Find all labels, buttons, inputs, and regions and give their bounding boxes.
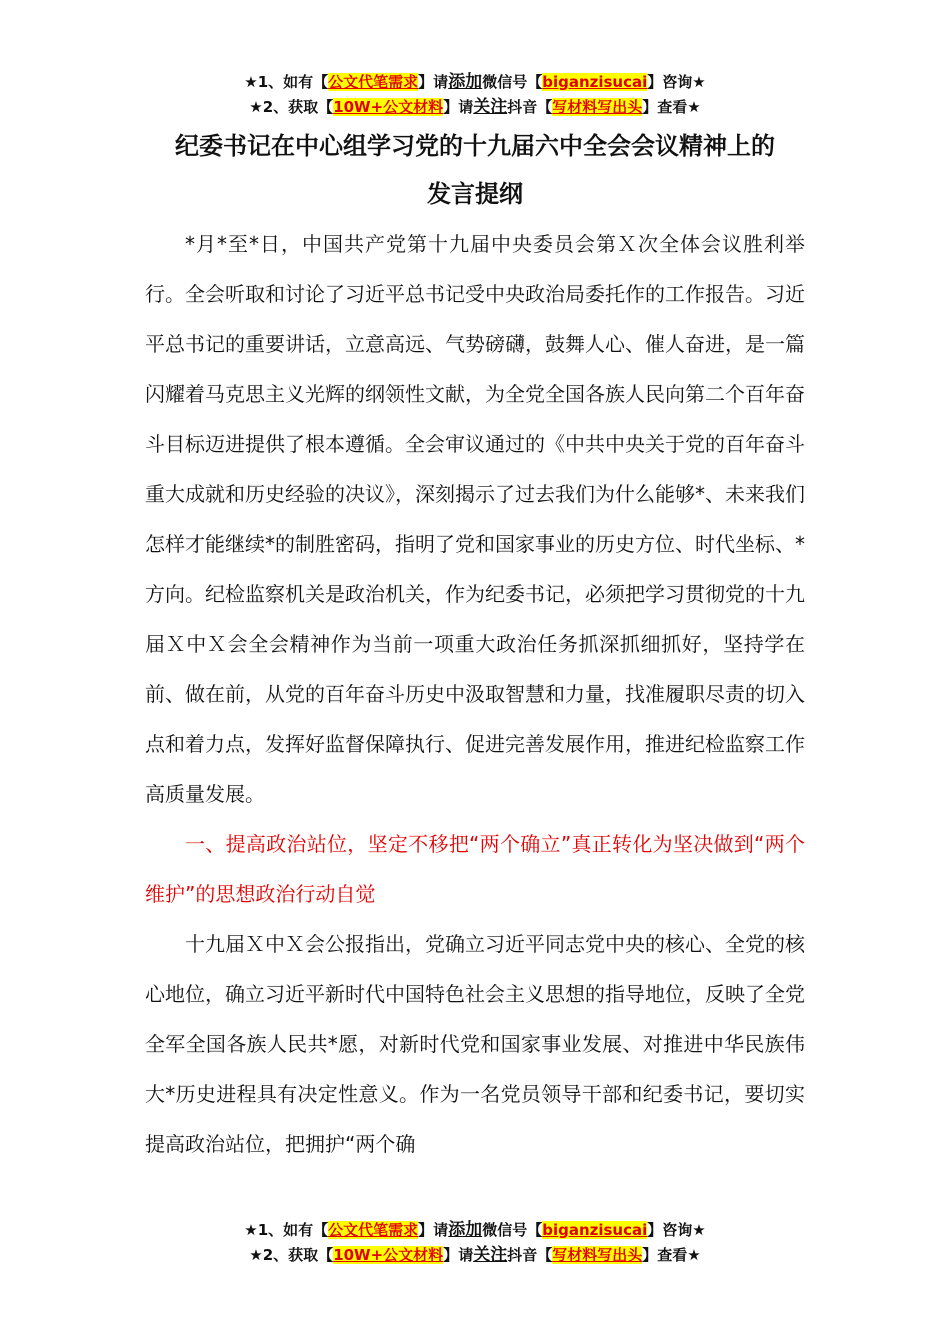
body-paragraph-2: 十九届Ｘ中Ｘ会公报指出，党确立习近平同志党中央的核心、全党的核心地位，确立习近平新时代中国特色社会主义思想的指导地位，反映了全党全军全国各族人民共*愿，对新时代党和国家事业发展、对推进中华民族伟大*历史进程具有决定性意义。作为一名党员领导干部和纪委书记，要切实提高政治站位，把拥护“两个确 xyxy=(145,932,805,1156)
title-line-2: 发言提纲 xyxy=(427,180,523,208)
banner-line-2: ★2、获取【10W+公文材料】请关注抖音【写材料写出头】查看★ xyxy=(249,1245,701,1265)
banner-highlight-materials: 10W+公文材料 xyxy=(333,1246,444,1264)
banner-highlight-service: 公文代笔需求 xyxy=(328,1221,419,1239)
banner-line-1: ★1、如有【公文代笔需求】请添加微信号【biganzisucai】咨询★ xyxy=(244,72,706,92)
banner-line-2: ★2、获取【10W+公文材料】请关注抖音【写材料写出头】查看★ xyxy=(249,97,701,117)
body-paragraph-1: *月*至*日，中国共产党第十九届中央委员会第Ｘ次全体会议胜利举行。全会听取和讨论了习近平总书记受中央政治局委托作的工作报告。习近平总书记的重要讲话，立意高远、气势磅礴，鼓舞人心、催人奋进，是一篇闪耀着马克思主义光辉的纲领性文献，为全党全国各族人民向第二个百年奋斗目标迈进提供了根本遵循。全会审议通过的《中共中央关于党的百年奋斗重大成就和历史经验的决议》，深刻揭示了过去我们为什么能够*、未来我们怎样才能继续*的制胜密码，指明了党和国家事业的历史方位、时代坐标、*方向。纪检监察机关是政治机关，作为纪委书记，必须把学习贯彻党的十九届Ｘ中Ｘ会全会精神作为当前一项重大政治任务抓深抓细抓好，坚持学在前、做在前，从党的百年奋斗历史中汲取智慧和力量，找准履职尽责的切入点和着力点，发挥好监督保障执行、促进完善发展作用，推进纪检监察工作高质量发展。 xyxy=(145,232,805,806)
banner-line-1: ★1、如有【公文代笔需求】请添加微信号【biganzisucai】咨询★ xyxy=(244,1220,706,1240)
banner-highlight-wechat: biganzisucai xyxy=(542,1221,648,1239)
banner-highlight-douyin: 写材料写出头 xyxy=(552,1246,643,1264)
banner-highlight-materials: 10W+公文材料 xyxy=(333,98,444,116)
banner-highlight-service: 公文代笔需求 xyxy=(328,73,419,91)
bottom-banner xyxy=(0,1218,950,1268)
title-line-1: 纪委书记在中心组学习党的十九届六中全会会议精神上的 xyxy=(175,132,775,160)
section-heading-1: 一、提高政治站位，坚定不移把“两个确立”真正转化为坚决做到“两个维护”的思想政治行动自觉 xyxy=(145,832,805,906)
document-title xyxy=(130,122,820,218)
banner-highlight-wechat: biganzisucai xyxy=(542,73,648,91)
banner-highlight-douyin: 写材料写出头 xyxy=(552,98,643,116)
document-body xyxy=(145,219,805,1169)
top-banner xyxy=(0,70,950,120)
